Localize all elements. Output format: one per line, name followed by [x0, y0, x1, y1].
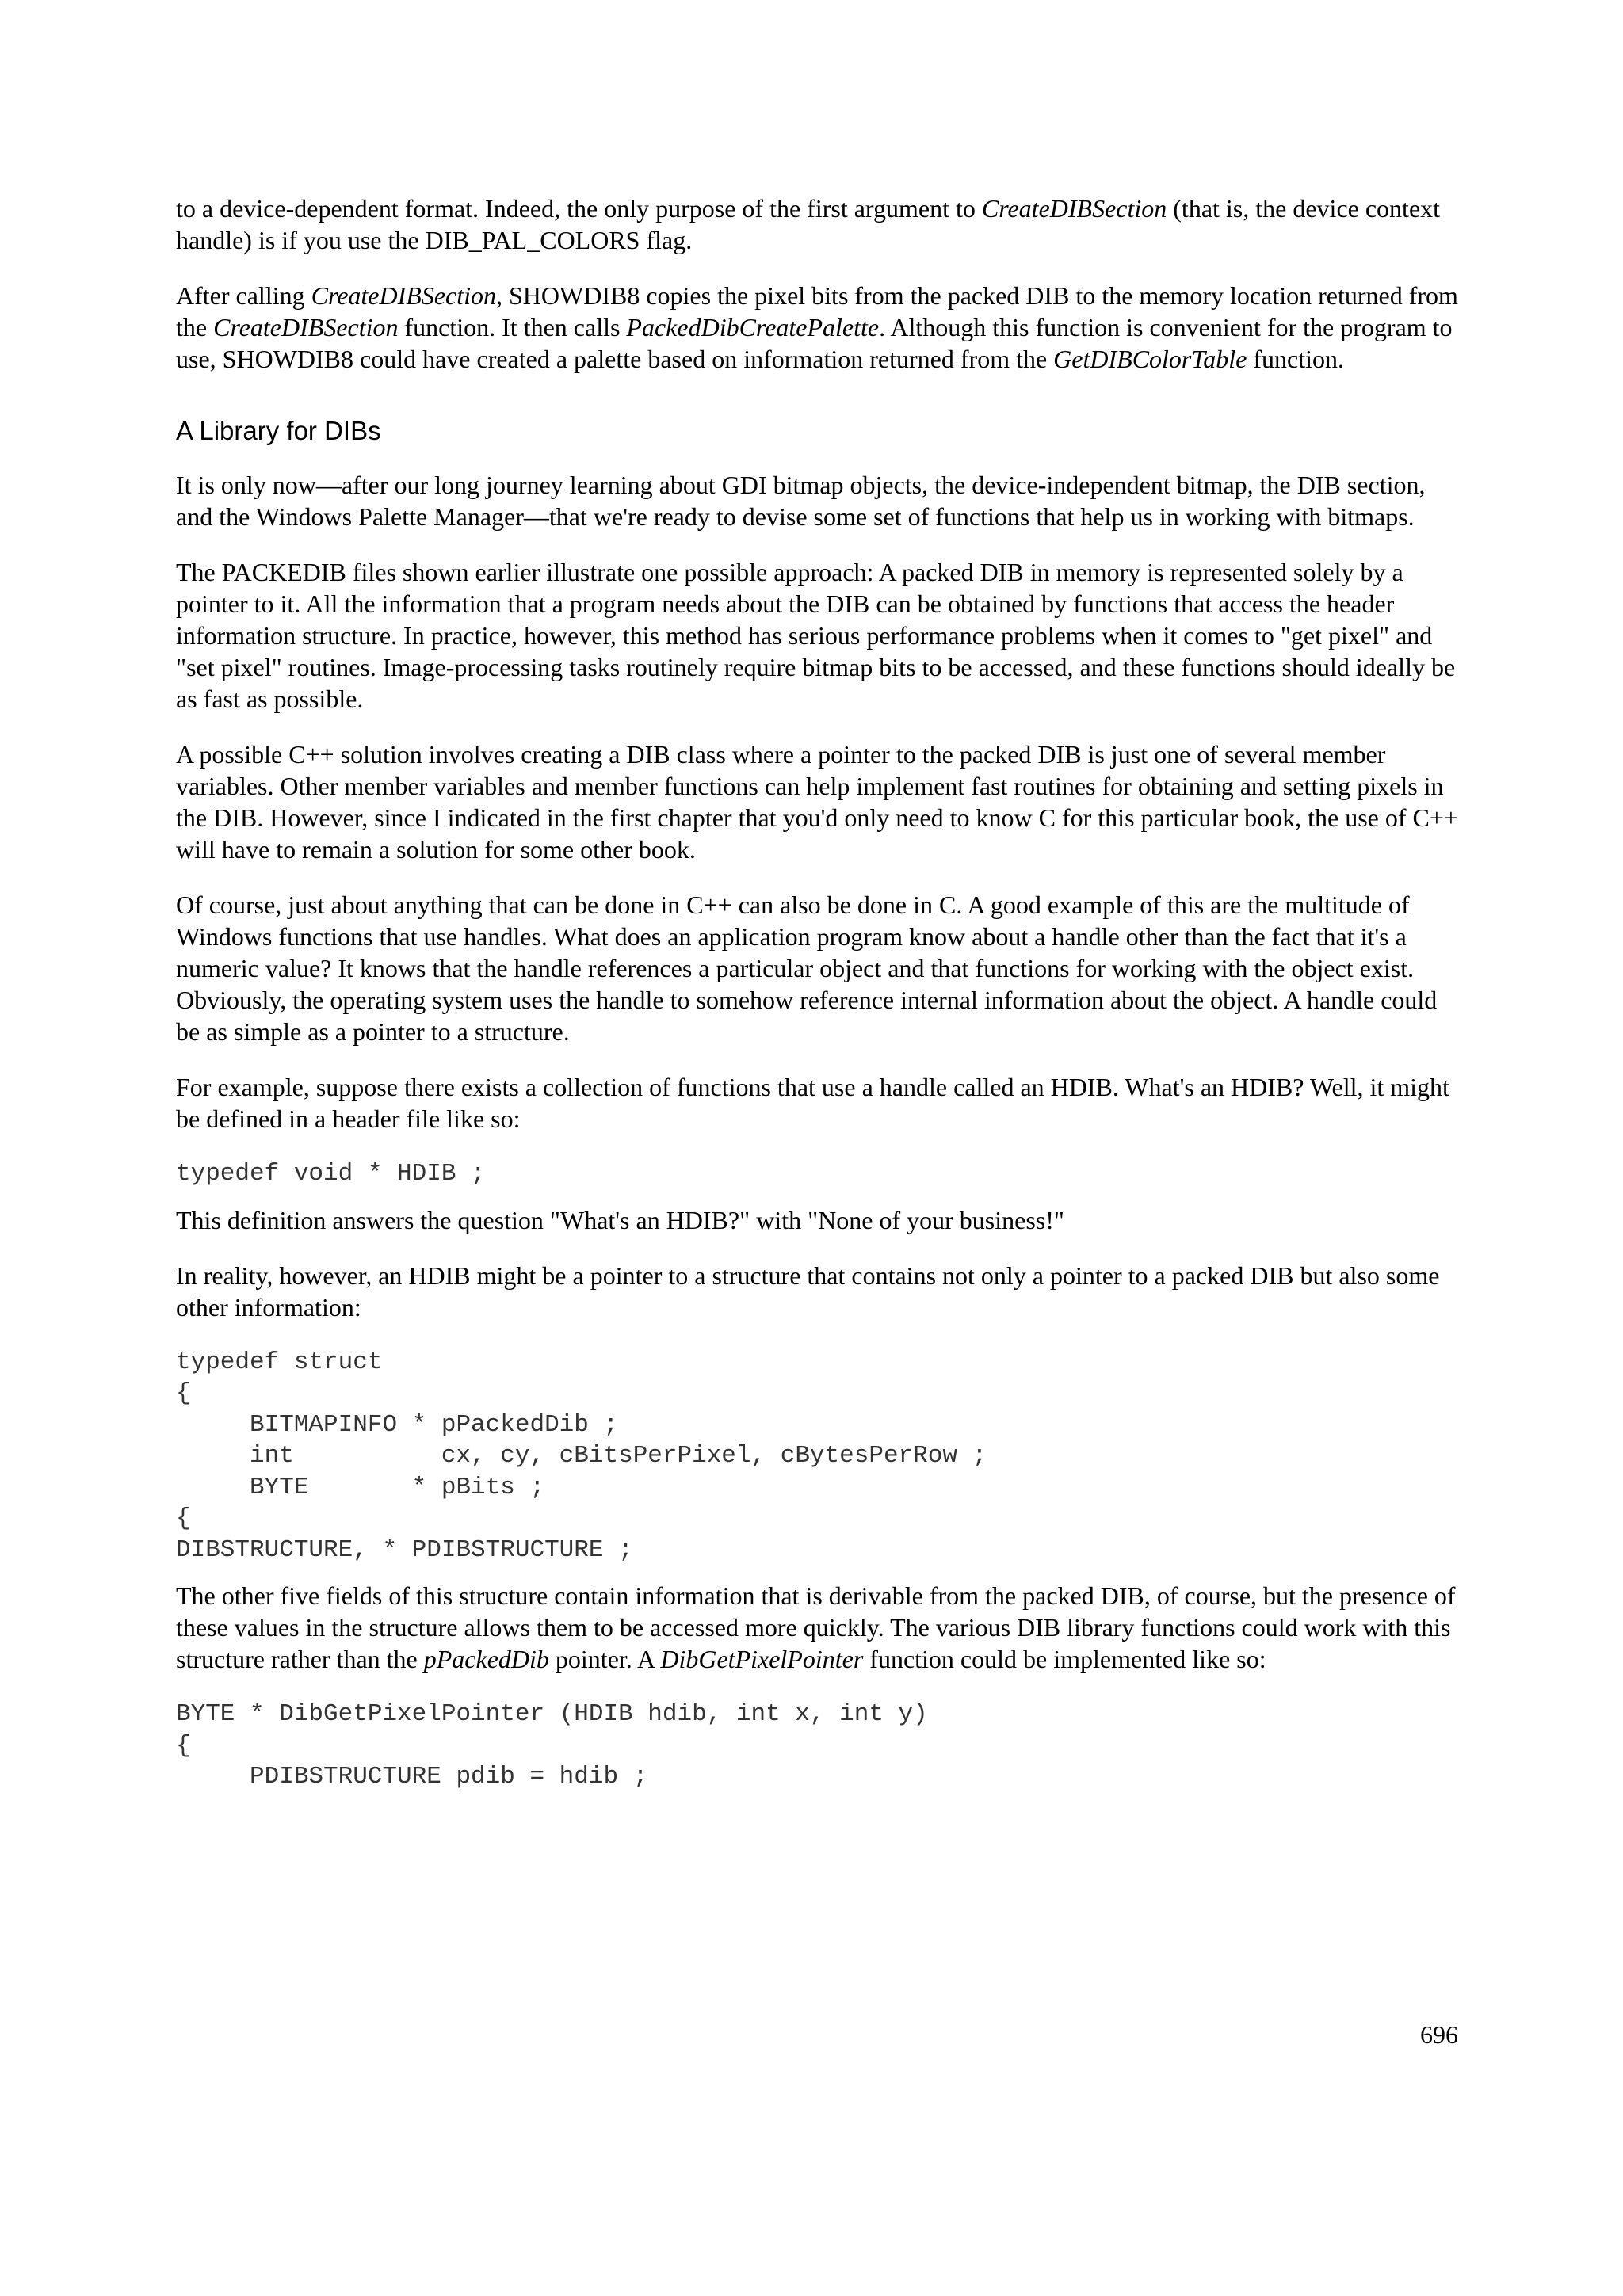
paragraph-in-reality [176, 1260, 1460, 1323]
paragraph-device-context [176, 193, 1460, 256]
italic-term: DibGetPixelPointer [660, 1645, 864, 1673]
italic-term: CreateDIBSection [213, 313, 399, 341]
text-run: pointer. A [548, 1645, 661, 1673]
document-page [176, 193, 1460, 1807]
code-typedef-hdib: typedef void * HDIB ; [176, 1160, 486, 1188]
italic-term: CreateDIBSection [981, 194, 1167, 223]
italic-term: CreateDIBSection [311, 281, 496, 310]
text-run: In reality, however, an HDIB might be a pointer to a structure that contains not only a pointer to a packed DIB but also some other information: [176, 1261, 1440, 1322]
text-run: A possible C++ solution involves creating a DIB class where a pointer to the packed DIB is just one of several member variables. Other member variables and member functions can help implement fast routines for obtaining and setting pixels in the DIB. However, since I indicated in the first chapter that you'd only need to know C for this particular book, the use of C++ will have to remain a solution for some other book. [176, 740, 1458, 864]
text-run: function could be implemented like so: [863, 1645, 1266, 1673]
italic-term: PackedDibCreatePalette [626, 313, 880, 341]
paragraph-after-calling [176, 280, 1460, 375]
text-run: After calling [176, 281, 311, 310]
text-run: (that is, the device context handle) is if you use the DIB_PAL_COLORS flag. [176, 194, 1441, 254]
paragraph-other-five-fields [176, 1580, 1460, 1675]
text-run: function. It then calls [398, 313, 627, 341]
italic-term: GetDIBColorTable [1053, 345, 1247, 373]
paragraph-cpp-solution [176, 738, 1460, 865]
section-heading-library-for-dibs: A Library for DIBs [176, 416, 381, 445]
paragraph-handles [176, 889, 1460, 1047]
code-dibgetpixelpointer: BYTE * DibGetPixelPointer (HDIB hdib, int x, int y) { PDIBSTRUCTURE pdib = hdib ; [176, 1700, 928, 1791]
text-run: The PACKEDIB files shown earlier illustrate one possible approach: A packed DIB in memory is represented solely by a pointer to it. All the information that a program needs about the DIB can be obtained by functions that access the header information structure. In practice, however, this method has serious performance problems when it comes to "get pixel" and "set pixel" routines. Image-processing tasks routinely require bitmap bits to be accessed, and these functions should ideally be as fast as possible. [176, 558, 1456, 713]
paragraph-none-of-your-business [176, 1204, 1460, 1236]
text-run: , SHOWDIB8 copies the pixel bits from the packed DIB to the memory location returned from the [176, 281, 1458, 341]
italic-term: pPackedDib [423, 1645, 549, 1673]
text-run: For example, suppose there exists a collection of functions that use a handle called an HDIB. What's an HDIB? Well, it might be defined in a header file like so: [176, 1073, 1449, 1133]
paragraph-long-journey [176, 469, 1460, 532]
text-run: This definition answers the question "What's an HDIB?" with "None of your business!" [176, 1205, 1064, 1234]
code-dibstructure: typedef struct { BITMAPINFO * pPackedDib ; int cx, cy, cBitsPerPixel, cBytesPerRow ; BYTE * pBits ; { DIBSTRUCTURE, * PDIBSTRUCTURE ; [176, 1348, 987, 1564]
paragraph-packedib-files [176, 556, 1460, 715]
page-number: 696 [1420, 2020, 1458, 2049]
text-run: Of course, just about anything that can be done in C++ can also be done in C. A good example of this are the multitude of Windows functions that use handles. What does an application program know about a handle other than the fact that it's a numeric value? It knows that the handle references a particular object and that functions for working with the object exist. Obviously, the operating system uses the handle to somehow reference internal information about the object. A handle could be as simple as a pointer to a structure. [176, 891, 1438, 1046]
text-run: function. [1247, 345, 1344, 373]
text-run: It is only now—after our long journey learning about GDI bitmap objects, the device-independent bitmap, the DIB section, and the Windows Palette Manager—that we're ready to devise some set of functions that help us in working with bitmaps. [176, 471, 1426, 531]
text-run: to a device-dependent format. Indeed, the only purpose of the first argument to [176, 194, 982, 223]
text-run: . Although this function is convenient for the program to use, SHOWDIB8 could have created a palette based on information returned from the [176, 313, 1453, 373]
text-run: The other five fields of this structure contain information that is derivable from the packed DIB, of course, but the presence of these values in the structure allows them to be accessed more quickly. The various DIB library functions could work with this structure rather than the [176, 1581, 1456, 1673]
paragraph-hdib-example [176, 1071, 1460, 1135]
